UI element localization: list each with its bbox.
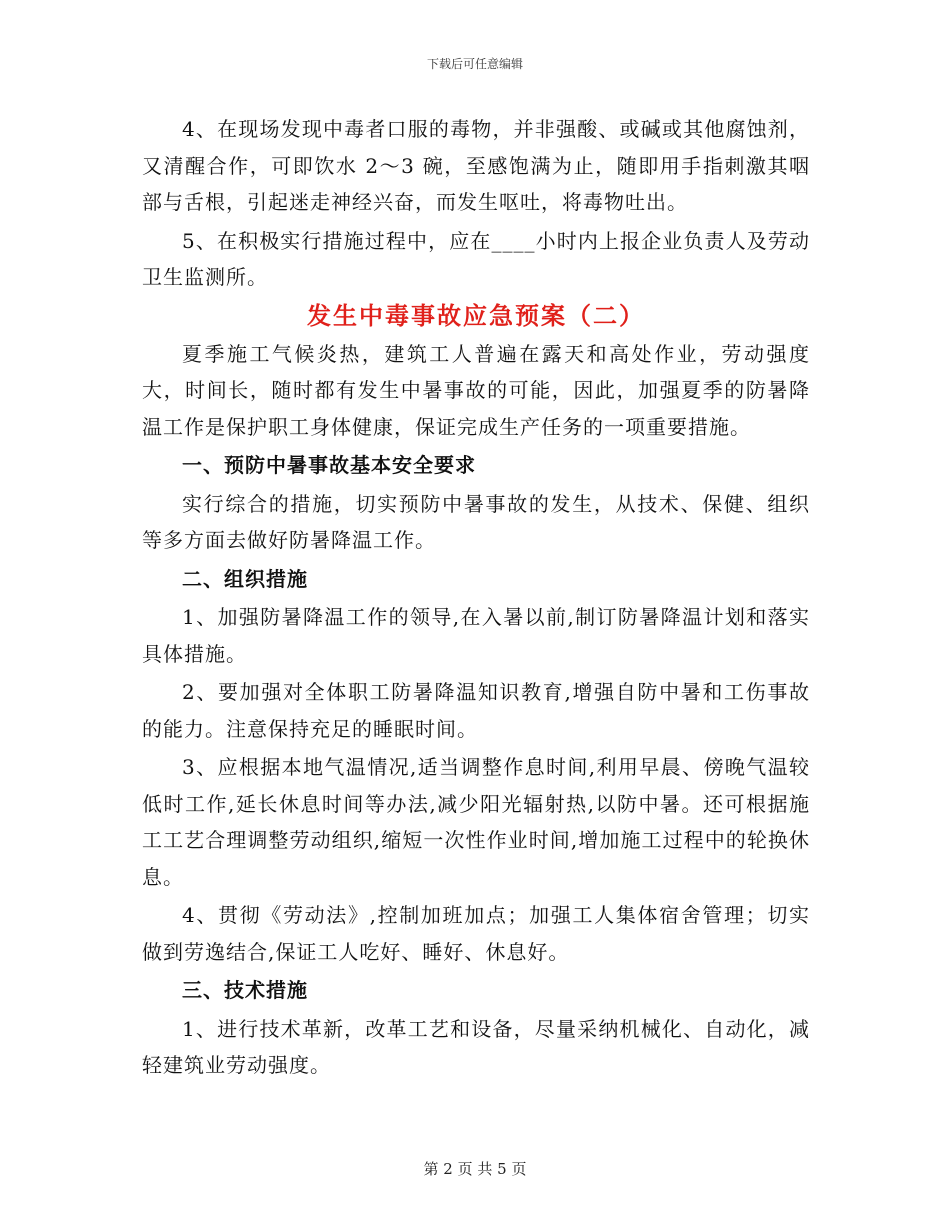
paragraph-org-2: 2、要加强对全体职工防暑降温知识教育,增强自防中暑和工伤事故的能力。注意保持充足的睡眠时间。 <box>142 680 810 741</box>
section-title: 发生中毒事故应急预案（二） <box>307 300 645 330</box>
paragraph-poison-vomit: 4、在现场发现中毒者口服的毒物，并非强酸、或碱或其他腐蚀剂，又清醒合作，可即饮水 2～3 碗，至感饱满为止，随即用手指刺激其咽部与舌根，引起迷走神经兴奋，而发生呕吐，将毒物吐出。 <box>142 117 810 214</box>
paragraph-intro: 夏季施工气候炎热，建筑工人普遍在露天和高处作业，劳动强度大，时间长，随时都有发生中暑事故的可能，因此，加强夏季的防暑降温工作是保护职工身体健康，保证完成生产任务的一项重要措施。 <box>142 341 810 439</box>
paragraph-comprehensive-measures: 实行综合的措施，切实预防中暑事故的发生，从技术、保健、组织等多方面去做好防暑降温工作。 <box>142 491 810 552</box>
paragraph-tech-1: 1、进行技术革新，改革工艺和设备，尽量采纳机械化、自动化，减轻建筑业劳动强度。 <box>142 1016 810 1077</box>
document-body <box>142 111 810 1086</box>
heading-technical-measures: 三、技术措施 <box>182 978 308 1002</box>
paragraph-report: 5、在积极实行措施过程中，应在____小时内上报企业负责人及劳动卫生监测所。 <box>142 228 810 289</box>
paragraph-org-4: 4、贯彻《劳动法》,控制加班加点；加强工人集体宿舍管理；切实做到劳逸结合,保证工人吃好、睡好、休息好。 <box>142 903 810 964</box>
page-header: 下载后可任意编辑 <box>426 57 523 71</box>
heading-organization-measures: 二、组织措施 <box>182 566 308 591</box>
heading-basic-requirements: 一、预防中暑事故基本安全要求 <box>182 453 476 477</box>
paragraph-org-3: 3、应根据本地气温情况,适当调整作息时间,利用早晨、傍晚气温较低时工作,延长休息时间等办法,减少阳光辐射热,以防中暑。还可根据施工工艺合理调整劳动组织,缩短一次性作业时间,增加施工过程中的轮换休息。 <box>142 755 810 889</box>
paragraph-org-1: 1、加强防暑降温工作的领导,在入暑以前,制订防暑降温计划和落实具体措施。 <box>142 605 810 666</box>
page-footer: 第 2 页 共 5 页 <box>423 1160 527 1178</box>
